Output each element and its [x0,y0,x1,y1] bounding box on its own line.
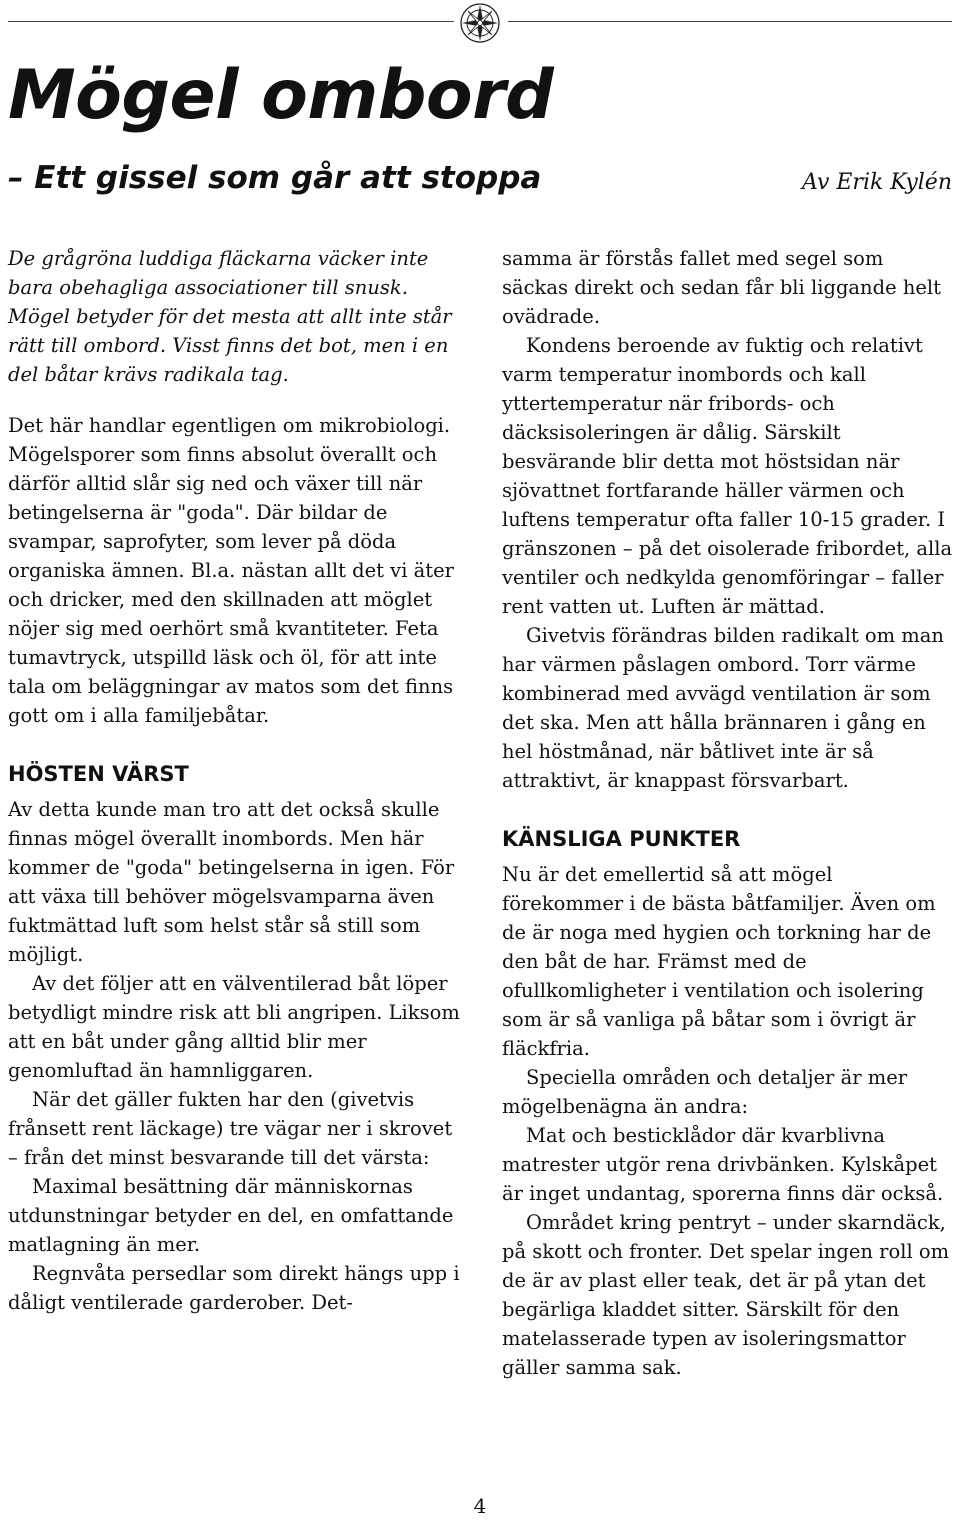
body-paragraph: Området kring pentryt – under skarndäck, på skott och fronter. Det spelar ingen roll om de är av plast eller teak, det är på ytan det begärliga kladdet sitter. Särskilt för den matelasserade typen av isoleringsmattor gäller samma sak. [502,1211,950,1379]
header-rule-right [508,21,952,22]
body-paragraph: Nu är det emellertid så att mögel förekommer i de bästa båtfamiljer. Även om de är noga med hygien och torkning har de den båt de har. Främst med de ofullkomligheter i ventilation och isolering som är så vanliga på båtar som i övrigt är fläckfria. [502,863,936,1060]
body-paragraph: Mat och besticklådor där kvarblivna matrester utgör rena drivbänken. Kylskåpet är inget undantag, sporerna finns där också. [502,1124,944,1205]
body-paragraph: Kondens beroende av fuktig och relativt varm temperatur inombords och kall yttertemperatur när fribords- och däcksisoleringen är dålig. Särskilt besvärande blir detta mot höstsidan när sjövattnet fortfarande häller värmen och luftens temperatur ofta faller 10-15 grader. I gränszonen – på det oisolerade fribordet, alla ventiler och nedkylda genomföringar – faller rent vatten ut. Luften är mättad. [502,334,953,618]
lead-paragraph: De grågröna luddiga fläckarna väcker inte bara obehagliga associationer till snusk. Mögel betyder för det mesta att allt inte står rätt till ombord. Visst finns det bot, men i en del båtar krävs radikala tag. [8,247,452,386]
body-paragraph: Maximal besättning där människornas utdunstningar betyder en del, en omfattande matlagning än mer. [8,1175,454,1256]
body-paragraph: Det här handlar egentligen om mikrobiologi. Mögelsporer som finns absolut överallt och därför alltid slår sig ned och växer till när betingelserna är "goda". Där bildar de svampar, saprofyter, som lever på döda organiska ämnen. Bl.a. nästan allt det vi äter och dricker, med den skillnaden att möglet nöjer sig med oerhört små kvantiteter. Feta tumavtryck, utspilld läsk och öl, för att inte tala om beläggningar av matos som det finns gott om i alla familjebåtar. [8,414,454,727]
page-number: 4 [473,1494,487,1518]
body-paragraph: Av det följer att en välventilerad båt löper betydligt mindre risk att bli angripen. Liksom att en båt under gång alltid blir mer genomluftad än hamnliggaren. [8,972,460,1082]
header-rule-left [8,21,454,22]
article-title: Mögel ombord [8,56,554,135]
article-subtitle: – Ett gissel som går att stoppa [8,160,542,196]
right-column [502,244,954,1382]
left-column [8,244,460,1317]
section-heading: HÖSTEN VÄRST [8,762,189,786]
section-heading: KÄNSLIGA PUNKTER [502,827,741,851]
body-paragraph: När det gäller fukten har den (givetvis frånsett rent läckage) tre vägar ner i skrovet – från det minst besvarande till det värsta: [8,1088,453,1169]
body-paragraph: Regnvåta persedlar som direkt hängs upp i dåligt ventilerade garderober. Det- [8,1262,460,1314]
author-byline: Av Erik Kylén [801,170,952,195]
body-paragraph: samma är förstås fallet med segel som säckas direkt och sedan får bli liggande helt ovädrade. [502,247,941,328]
compass-rose-icon [459,2,501,44]
body-paragraph: Av detta kunde man tro att det också skulle finnas mögel överallt inombords. Men här kommer de "goda" betingelserna in igen. För att växa till behöver mögelsvamparna även fuktmättad luft som helst står så still som möjligt. [8,798,455,966]
body-paragraph: Givetvis förändras bilden radikalt om man har värmen påslagen ombord. Torr värme kombinerad med avvägd ventilation är som det ska. Men att hålla brännaren i gång en hel höstmånad, när båtlivet inte är så attraktivt, är knappast försvarbart. [502,624,944,792]
body-paragraph: Speciella områden och detaljer är mer mögelbenägna än andra: [502,1066,908,1118]
